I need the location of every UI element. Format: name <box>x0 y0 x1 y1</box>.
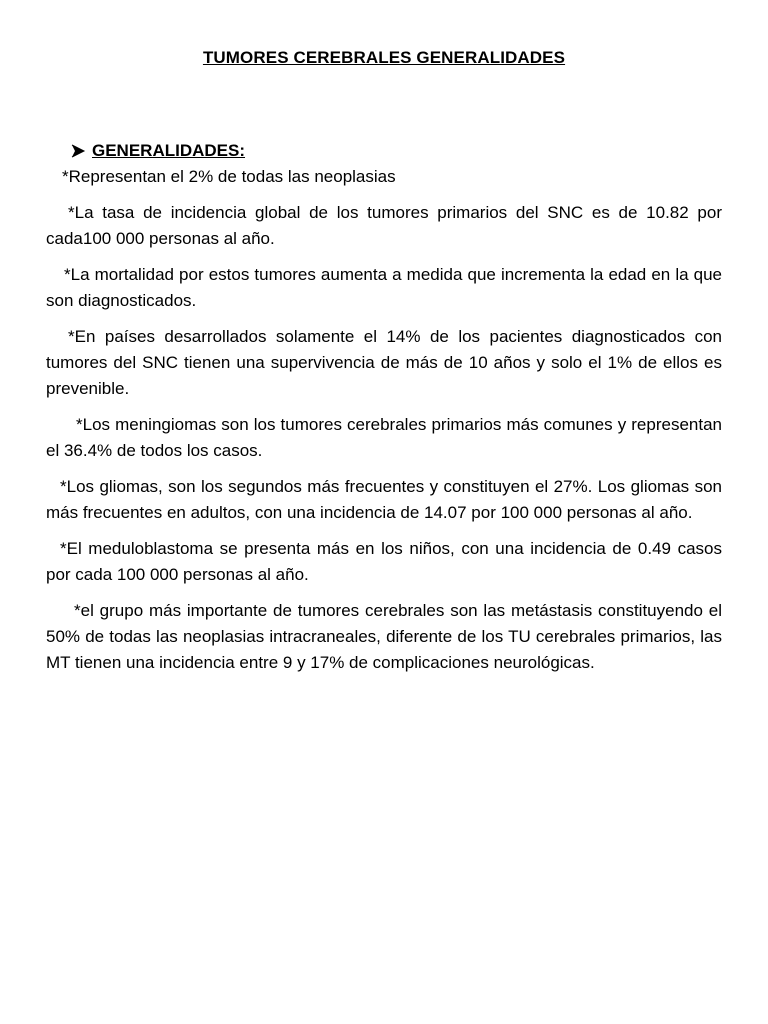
page-title: TUMORES CEREBRALES GENERALIDADES <box>202 48 566 67</box>
document-body <box>46 138 722 676</box>
paragraph-7: *El meduloblastoma se presenta más en los niños, con una incidencia de 0.49 casos por cada 100 000 personas al año. <box>46 539 722 584</box>
arrow-right-icon <box>70 143 86 159</box>
section-label: GENERALIDADES: <box>92 141 246 160</box>
paragraph-6: *Los gliomas, son los segundos más frecuentes y constituyen el 27%. Los gliomas son más frecuentes en adultos, con una incidencia de 14.07 por 100 000 personas al año. <box>46 477 722 522</box>
section-heading <box>70 138 722 164</box>
paragraph-4: *En países desarrollados solamente el 14% de los pacientes diagnosticados con tumores del SNC tienen una supervivencia de más de 10 años y solo el 1% de ellos es prevenible. <box>46 327 722 398</box>
paragraph-5: *Los meningiomas son los tumores cerebrales primarios más comunes y representan el 36.4% de todos los casos. <box>46 415 722 460</box>
paragraph-3: *La mortalidad por estos tumores aumenta a medida que incrementa la edad en la que son diagnosticados. <box>46 265 722 310</box>
paragraph-8: *el grupo más importante de tumores cerebrales son las metástasis constituyendo el 50% de todas las neoplasias intracraneales, diferente de los TU cerebrales primarios, las MT tienen una incidencia entre 9 y 17% de complicaciones neurológicas. <box>46 601 722 672</box>
paragraph-1: *Representan el 2% de todas las neoplasias <box>62 167 396 186</box>
paragraph-2: *La tasa de incidencia global de los tumores primarios del SNC es de 10.82 por cada100 000 personas al año. <box>46 203 722 248</box>
